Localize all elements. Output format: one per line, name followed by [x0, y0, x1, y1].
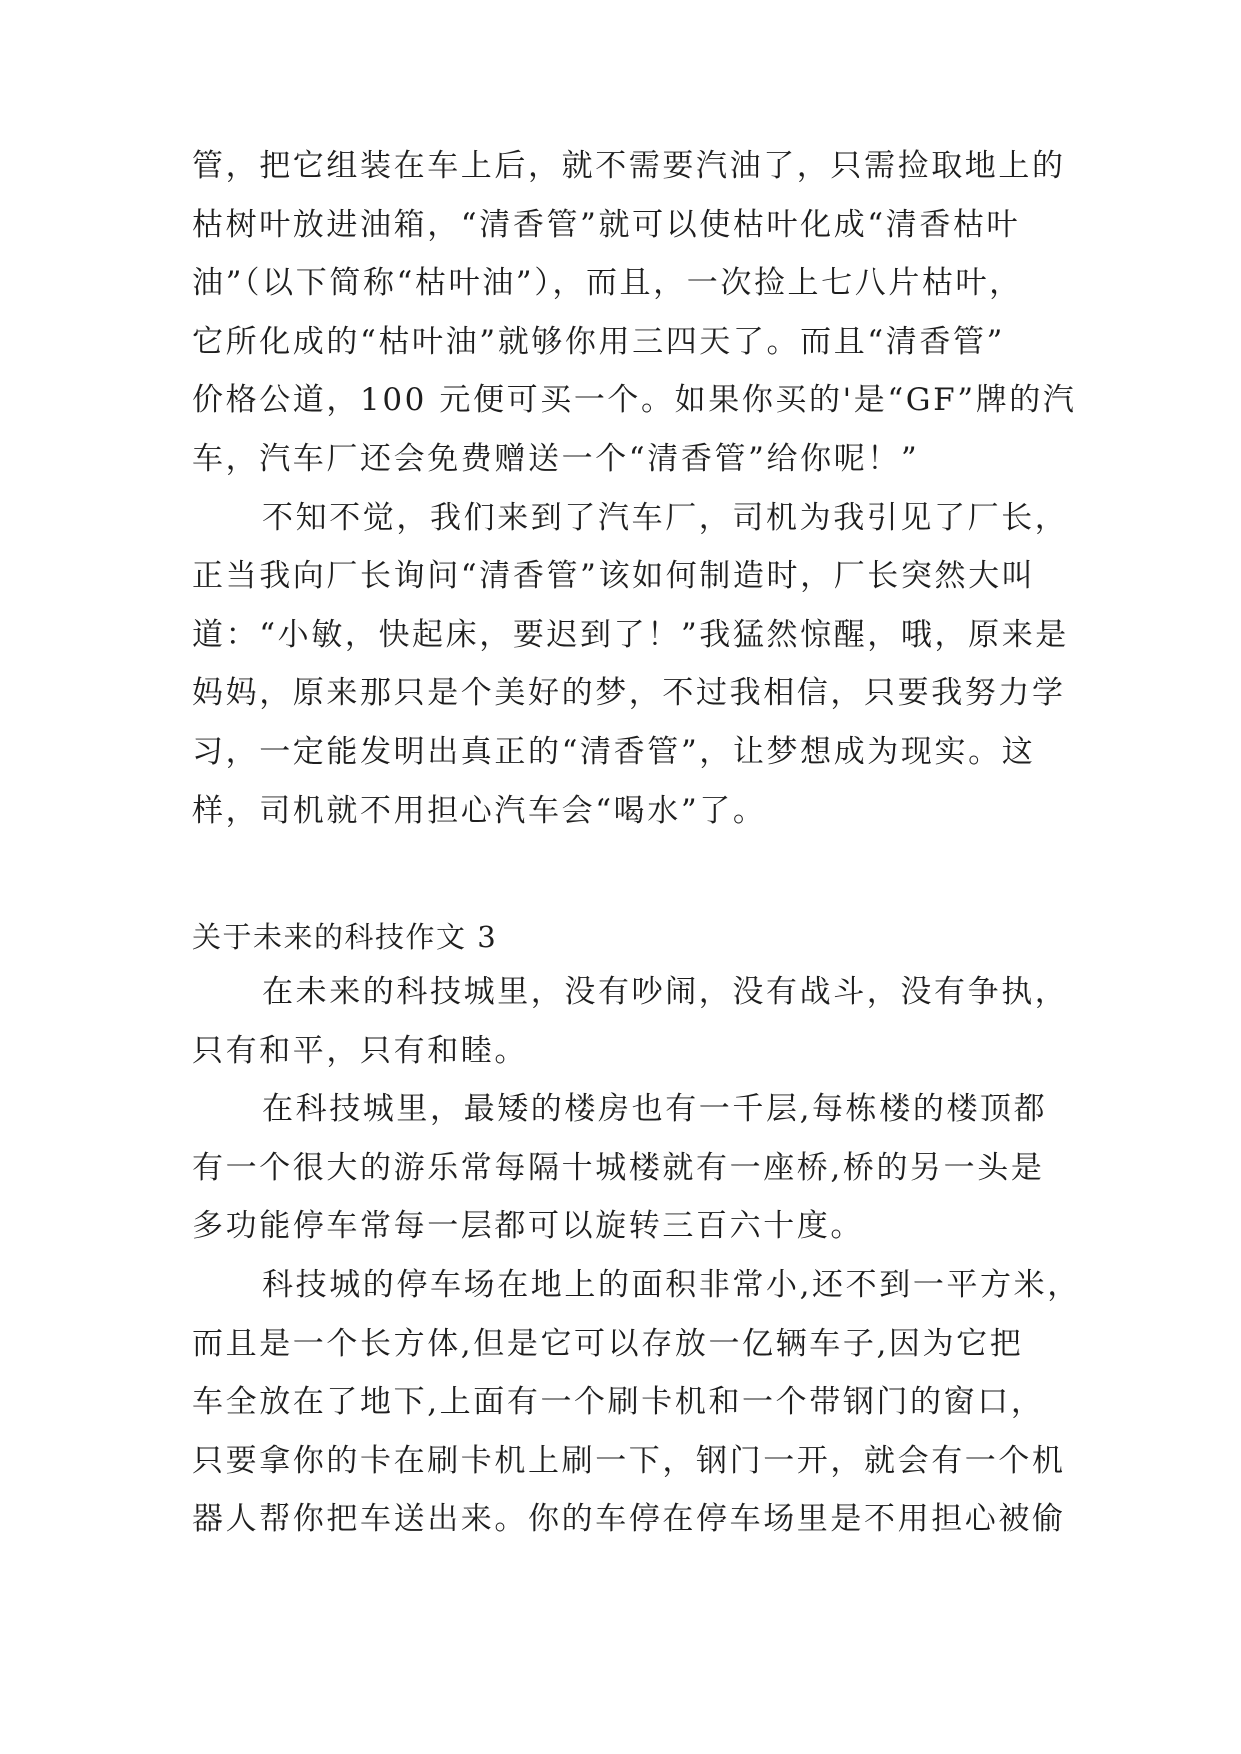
- text-line: 器人帮你把车送出来。你的车停在停车场里是不用担心被偷: [192, 1501, 1066, 1538]
- paragraph-first-line: 在未来的科技城里，没有吵闹，没有战斗，没有争执，: [262, 974, 1069, 1010]
- text-line: 有一个很大的游乐常每隔十城楼就有一座桥,桥的另一头是: [192, 1149, 1045, 1186]
- text-line: 油”（以下简称“枯叶油”），而且，一次捡上七八片枯叶，: [192, 265, 1023, 302]
- paragraph-first-line: 在科技城里，最矮的楼房也有一千层,每栋楼的楼顶都: [262, 1091, 1048, 1128]
- text-line: 习，一定能发明出真正的“清香管”，让梦想成为现实。这: [192, 733, 1036, 770]
- text-line: 只要拿你的卡在刷卡机上刷一下，钢门一开，就会有一个机: [192, 1442, 1066, 1479]
- text-line: 它所化成的“枯叶油”就够你用三四天了。而且“清香管”: [192, 323, 1005, 360]
- paragraph-first-line: 不知不觉，我们来到了汽车厂，司机为我引见了厂长，: [262, 499, 1069, 536]
- text-line: 车全放在了地下,上面有一个刷卡机和一个带钢门的窗口，: [192, 1384, 1045, 1421]
- text-line: 管，把它组装在车上后，就不需要汽油了，只需捡取地上的: [192, 148, 1066, 184]
- text-line: 只有和平，只有和睦。: [192, 1032, 528, 1069]
- paragraph-first-line: 科技城的停车场在地上的面积非常小,还不到一平方米，: [262, 1266, 1081, 1303]
- text-line: 枯树叶放进油箱，“清香管”就可以使枯叶化成“清香枯叶: [192, 206, 1021, 243]
- text-line: 妈妈，原来那只是个美好的梦，不过我相信，只要我努力学: [192, 675, 1066, 712]
- essay-body-part-1: [192, 137, 1077, 840]
- text-line: 价格公道，100 元便可买一个。如果你买的'是“GF”牌的汽: [192, 382, 1077, 419]
- text-line: 道：“小敏，快起床，要迟到了！”我猛然惊醒，哦，原来是: [192, 616, 1069, 653]
- essay-body-part-2: [192, 963, 1081, 1549]
- essay-heading: 关于未来的科技作文 3: [192, 920, 498, 954]
- text-line: 正当我向厂长询问“清香管”该如何制造时，厂长突然大叫: [192, 558, 1036, 595]
- text-line: 而且是一个长方体,但是它可以存放一亿辆车子,因为它把: [192, 1325, 1024, 1362]
- text-line: 多功能停车常每一层都可以旋转三百六十度。: [192, 1208, 864, 1245]
- text-line: 车，汽车厂还会免费赠送一个“清香管”给你呢！”: [192, 440, 920, 477]
- text-line: 样，司机就不用担心汽车会“喝水”了。: [192, 792, 767, 829]
